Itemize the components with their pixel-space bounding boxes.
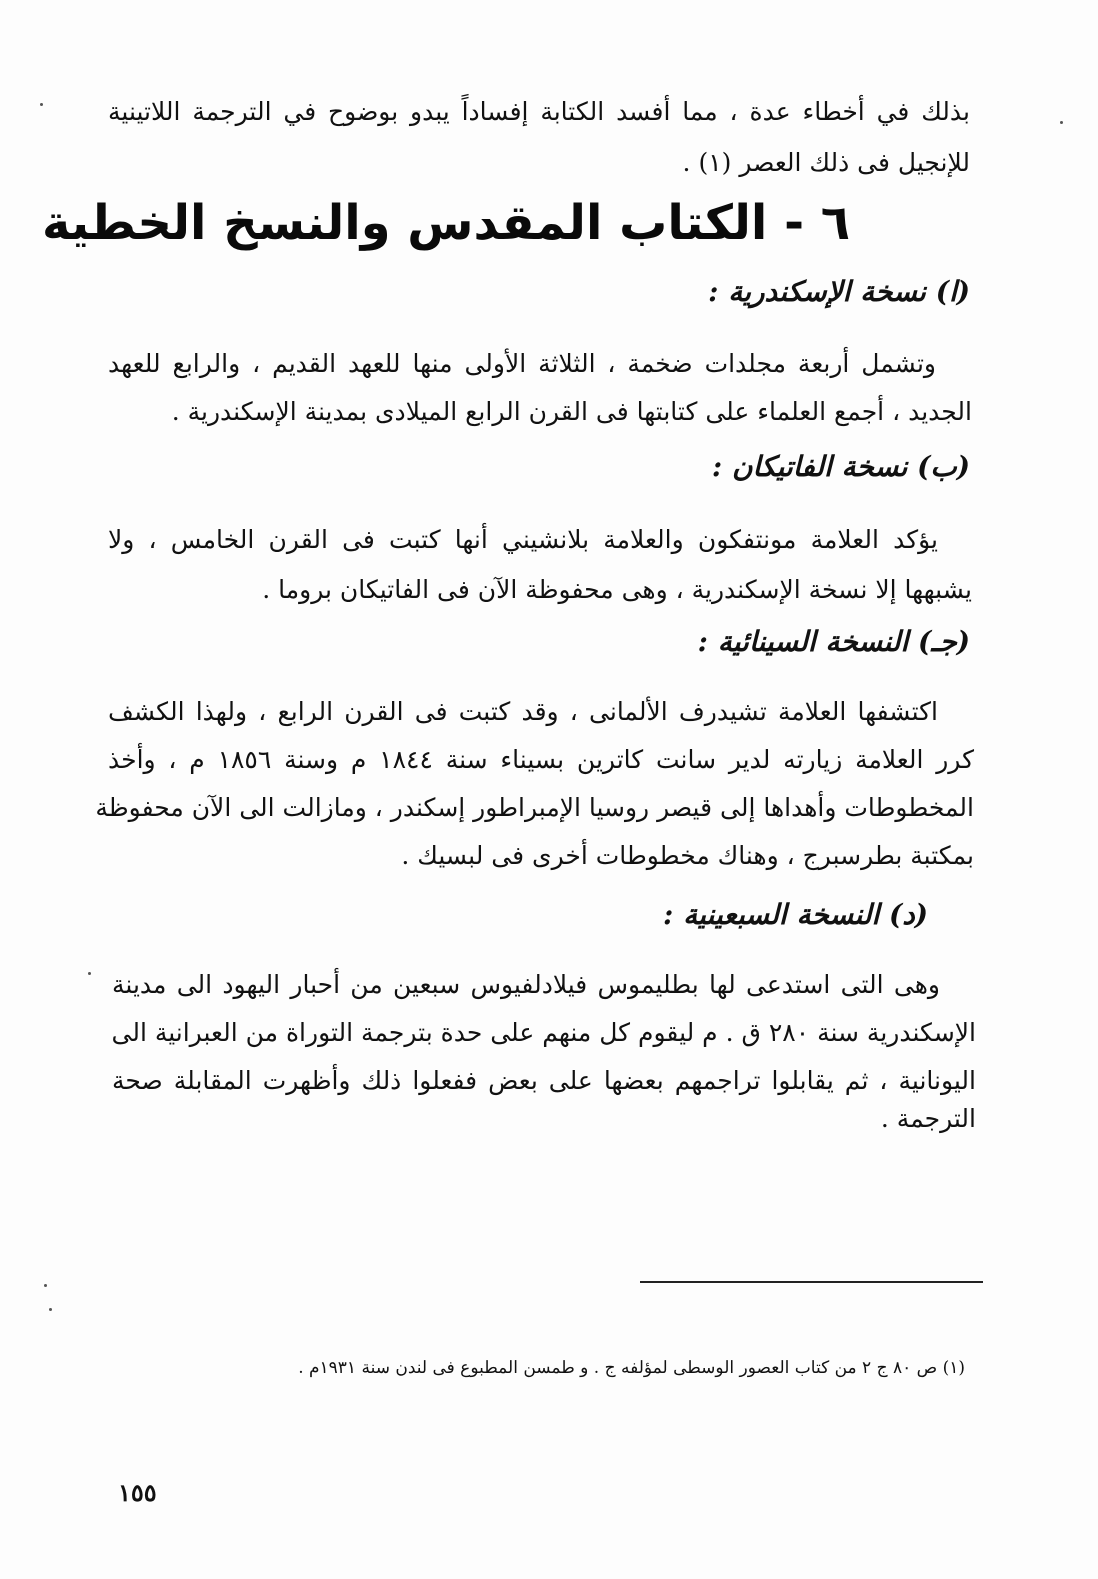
scan-speck (44, 1284, 47, 1287)
main-heading: ٦ - الكتاب المقدس والنسخ الخطية (41, 195, 850, 251)
section-c-line-2: كرر العلامة زيارته لدير سانت كاترين بسيناء سنة ١٨٤٤ م وسنة ١٨٥٦ م ، وأخذ (108, 745, 974, 774)
section-heading-vatican: (ب) نسخة الفاتيكان : (711, 450, 970, 483)
section-heading-sinaiticus: (جـ) النسخة السينائية : (697, 625, 970, 658)
section-d-line-1: وهى التى استدعى لها بطليموس فيلادلفيوس سبعين من أحبار اليهود الى مدينة (112, 970, 940, 999)
section-c-line-1: اكتشفها العلامة تشيدرف الألمانى ، وقد كتبت فى القرن الرابع ، ولهذا الكشف (108, 697, 938, 726)
footnote: (١) ص ٨٠ ج ٢ من كتاب العصور الوسطى لمؤلفه ج . و طمسن المطبوع فى لندن سنة ١٩٣١م . (298, 1358, 965, 1378)
scan-speck (49, 1308, 52, 1311)
section-c-line-3: المخطوطات وأهداها إلى قيصر روسيا الإمبراطور إسكندر ، ومازالت الى الآن محفوظة (95, 793, 974, 822)
scan-speck (40, 103, 43, 106)
intro-line-1: بذلك في أخطاء عدة ، مما أفسد الكتابة إفساداً يبدو بوضوح في الترجمة اللاتينية (108, 97, 970, 126)
section-b-line-1: يؤكد العلامة مونتفكون والعلامة بلانشيني أنها كتبت فى القرن الخامس ، ولا (108, 525, 938, 554)
section-heading-septuagint: (د) النسخة السبعينية : (663, 898, 928, 931)
scan-speck (1060, 121, 1063, 124)
footnote-separator (640, 1281, 983, 1283)
scan-speck (88, 972, 91, 975)
intro-line-2: للإنجيل فى ذلك العصر (١) . (682, 148, 970, 177)
section-d-line-4: الترجمة . (880, 1104, 976, 1133)
page-number: ١٥٥ (118, 1478, 157, 1507)
section-c-line-4: بمكتبة بطرسبرج ، وهناك مخطوطات أخرى فى لبسيك . (401, 841, 974, 870)
section-d-line-2: الإسكندرية سنة ٢٨٠ ق . م ليقوم كل منهم على حدة بترجمة التوراة من العبرانية الى (111, 1018, 976, 1047)
section-b-line-2: يشبهها إلا نسخة الإسكندرية ، وهى محفوظة الآن فى الفاتيكان بروما . (262, 575, 972, 604)
section-a-line-1: وتشمل أربعة مجلدات ضخمة ، الثلاثة الأولى منها للعهد القديم ، والرابع للعهد (108, 349, 936, 378)
section-a-line-2: الجديد ، أجمع العلماء على كتابتها فى القرن الرابع الميلادى بمدينة الإسكندرية . (171, 397, 972, 426)
section-d-line-3: اليونانية ، ثم يقابلوا تراجمهم بعضها على بعض ففعلوا ذلك وأظهرت المقابلة صحة (112, 1066, 976, 1095)
section-heading-alexandria: (ا) نسخة الإسكندرية : (708, 275, 970, 308)
